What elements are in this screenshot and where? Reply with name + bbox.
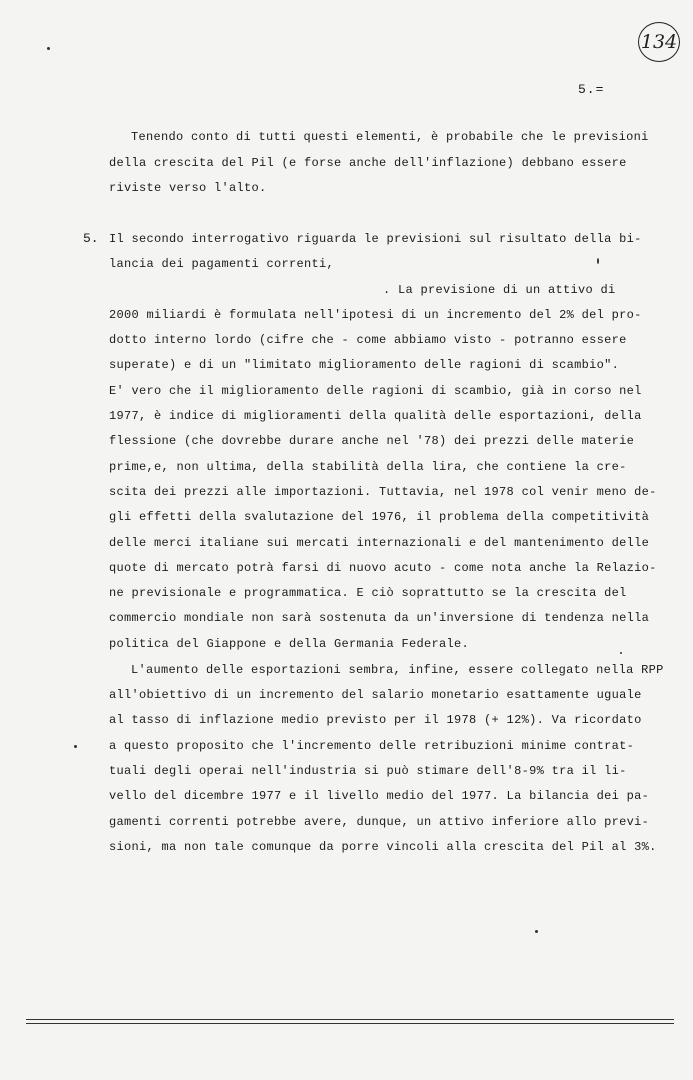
- text-line: vello del dicembre 1977 e il livello medio del 1977. La bilancia dei pa-: [109, 789, 650, 803]
- bottom-rule: [26, 1019, 674, 1020]
- text-line: prime,e, non ultima, della stabilità della lira, che contiene la cre-: [109, 460, 627, 474]
- scan-speck: [74, 745, 77, 748]
- scan-speck: [47, 47, 50, 50]
- text-line: quote di mercato potrà farsi di nuovo acuto - come nota anche la Relazio-: [109, 561, 657, 575]
- text-line: 1977, è indice di miglioramenti della qualità delle esportazioni, della: [109, 409, 642, 423]
- bottom-rule: [26, 1023, 674, 1024]
- text-line: 2000 miliardi è formulata nell'ipotesi di un incremento del 2% del pro-: [109, 308, 642, 322]
- text-line: commercio mondiale non sarà sostenuta da un'inversione di tendenza nella: [109, 611, 650, 625]
- text-line: sioni, ma non tale comunque da porre vincoli alla crescita del Pil al 3%.: [109, 840, 657, 854]
- text-line: L'aumento delle esportazioni sembra, infine, essere collegato nella RPP: [131, 663, 664, 677]
- text-line: lancia dei pagamenti correnti,: [109, 257, 335, 271]
- text-line: al tasso di inflazione medio previsto per il 1978 (+ 12%). Va ricordato: [109, 713, 642, 727]
- text-line: dotto interno lordo (cifre che - come abbiamo visto - potranno essere: [109, 333, 627, 347]
- archive-stamp: 134: [638, 22, 680, 62]
- text-line: . La previsione di un attivo di: [383, 283, 616, 297]
- section-number: 5.: [83, 231, 99, 246]
- text-line: E' vero che il miglioramento delle ragioni di scambio, già in corso nel: [109, 384, 642, 398]
- text-line: tuali degli operai nell'industria si può stimare dell'8-9% tra il li-: [109, 764, 627, 778]
- text-line: politica del Giappone e della Germania Federale.: [109, 637, 470, 651]
- text-line: riviste verso l'alto.: [109, 181, 267, 195]
- text-line: superate) e di un "limitato miglioramento delle ragioni di scambio".: [109, 358, 620, 372]
- text-line: delle merci italiane sui mercati internazionali e del mantenimento delle: [109, 536, 650, 550]
- page-number: 5.=: [578, 82, 605, 97]
- text-line: gamenti correnti potrebbe avere, dunque, un attivo inferiore allo previ-: [109, 815, 650, 829]
- text-line: all'obiettivo di un incremento del salario monetario esattamente uguale: [109, 688, 642, 702]
- text-line: Tenendo conto di tutti questi elementi, è probabile che le previsioni: [131, 130, 649, 144]
- scan-speck: [535, 930, 538, 933]
- text-line: scita dei prezzi alle importazioni. Tuttavia, nel 1978 col venir meno de-: [109, 485, 657, 499]
- text-line: della crescita del Pil (e forse anche dell'inflazione) debbano essere: [109, 156, 627, 170]
- text-line: flessione (che dovrebbe durare anche nel '78) dei prezzi delle materie: [109, 434, 635, 448]
- text-line: gli effetti della svalutazione del 1976, il problema della competitività: [109, 510, 650, 524]
- text-line: ne previsionale e programmatica. E ciò soprattutto se la crescita del: [109, 586, 627, 600]
- scan-speck: [597, 258, 599, 264]
- text-line: Il secondo interrogativo riguarda le previsioni sul risultato della bi-: [109, 232, 642, 246]
- text-line: a questo proposito che l'incremento delle retribuzioni minime contrat-: [109, 739, 635, 753]
- scan-speck: [620, 652, 622, 654]
